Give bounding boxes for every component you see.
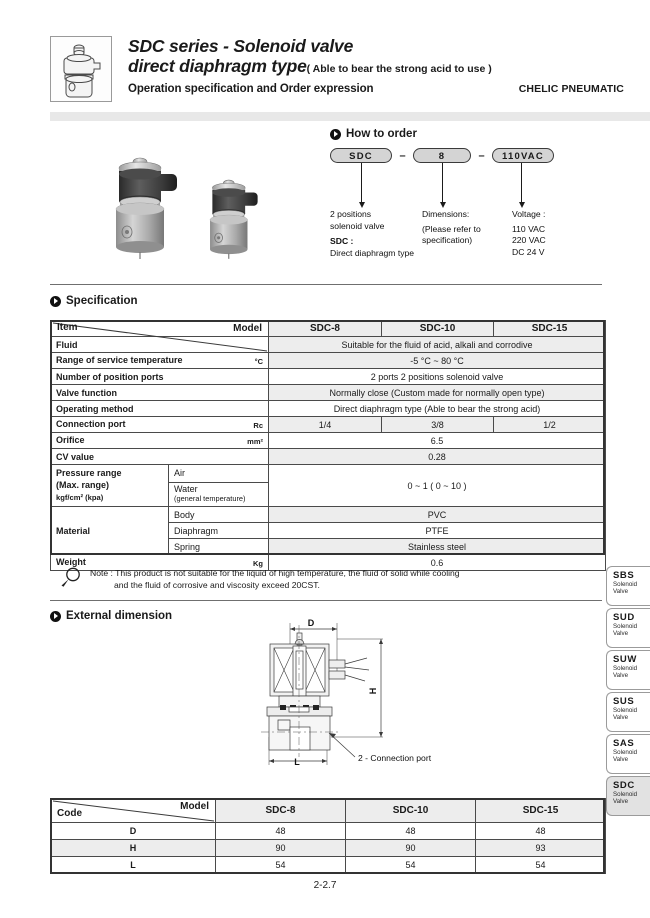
order-pill-size: 8 [413, 148, 471, 163]
pressure-label-l2: (Max. range) [56, 480, 110, 490]
sidebar-item-sus-code: SUS [613, 696, 635, 707]
dim-h-sdc8: 90 [216, 840, 346, 857]
table-row [51, 433, 606, 449]
page-title-line2: direct diaphragm type( Able to bear the strong acid to use ) [128, 56, 492, 76]
pressure-sub-water-l2: (general temperature) [174, 494, 246, 504]
sidebar-item-sdc-sub1: Solenoid [613, 791, 638, 798]
how-to-order-heading: How to order [346, 128, 417, 140]
table-row [51, 823, 606, 840]
table-row [51, 385, 606, 401]
table-row-pressure-air [51, 465, 606, 483]
material-sub-body: Body [169, 507, 269, 523]
note-text [90, 566, 460, 595]
specification-table [50, 320, 606, 571]
row-label-material: Material [51, 507, 169, 555]
material-value-spring: Stainless steel [269, 539, 606, 555]
sidebar-item-sdc-sub2: Valve [613, 798, 629, 806]
row-value-weight: 0.6 [269, 555, 606, 571]
sidebar-item-sud-sub2: Valve [613, 630, 629, 638]
dimension-drawing [245, 615, 465, 795]
dim-corner-code-label: Code [57, 808, 82, 819]
sidebar-item-sud[interactable] [606, 608, 650, 648]
order-desc-series-l2: solenoid valve [330, 220, 385, 231]
row-label-cv-value: CV value [51, 449, 269, 465]
order-stem-3 [521, 163, 522, 203]
sidebar-item-sbs-sub1: Solenoid [613, 581, 638, 588]
row-value-orifice: 6.5 [269, 433, 606, 449]
order-desc-series-l1: 2 positions [330, 209, 372, 219]
page-title-paren: ( Able to bear the strong acid to use ) [306, 63, 492, 75]
dim-d-sdc15: 48 [476, 823, 606, 840]
table-row [51, 353, 606, 369]
pressure-sub-air: Air [169, 465, 269, 483]
row-label-temperature: Range of service temperature °C [51, 353, 269, 369]
dim-corner-model-label: Model [180, 801, 209, 812]
sidebar-item-suw-sub1: Solenoid [613, 665, 638, 672]
order-desc-size-l3: specification) [422, 235, 473, 246]
page-title-line1: SDC series - Solenoid valve [128, 36, 354, 56]
bullet-icon [50, 611, 61, 622]
external-dimension-heading: External dimension [66, 610, 173, 622]
dim-table-header-row [51, 799, 606, 823]
order-desc-voltage-l2: 110 VAC [512, 223, 546, 234]
bullet-icon [330, 129, 341, 140]
model-header-sdc15: SDC-15 [494, 321, 606, 337]
section-specification [50, 295, 138, 307]
pressure-label-l1: Pressure range [56, 468, 122, 478]
dim-d-sdc8: 48 [216, 823, 346, 840]
dim-h-sdc10: 90 [346, 840, 476, 857]
brand-name: CHELIC PNEUMATIC [518, 83, 624, 95]
material-value-diaphragm: PTFE [269, 523, 606, 539]
row-value-connection-port-sdc8: 1/4 [269, 417, 382, 433]
page-header [0, 36, 650, 112]
dim-model-header-sdc15: SDC-15 [476, 799, 606, 823]
sidebar-item-suw[interactable] [606, 650, 650, 690]
row-value-temperature: -5 °C ~ 80 °C [269, 353, 606, 369]
order-pill-series: SDC [330, 148, 392, 163]
pressure-label-l3: kgf/cm² (kpa) [56, 493, 104, 502]
order-desc-voltage-l3: 220 VAC [512, 235, 546, 246]
note-block [60, 566, 600, 595]
row-value-position-ports: 2 ports 2 positions solenoid valve [269, 369, 606, 385]
table-row [51, 417, 606, 433]
section-external-dimension [50, 610, 172, 622]
row-label-position-ports: Number of position ports [51, 369, 269, 385]
order-desc-series-l3: SDC : [330, 236, 354, 247]
order-pill-voltage: 110VAC [492, 148, 554, 163]
dim-l-sdc10: 54 [346, 857, 476, 874]
material-sub-spring: Spring [169, 539, 269, 555]
dim-model-header-sdc8: SDC-8 [216, 799, 346, 823]
order-desc-size-l1: Dimensions: [422, 209, 470, 219]
order-stem-1 [361, 163, 362, 203]
table-row [51, 840, 606, 857]
dim-h-sdc15: 93 [476, 840, 606, 857]
sidebar-item-sus[interactable] [606, 692, 650, 732]
dim-d-sdc10: 48 [346, 823, 476, 840]
row-unit-orifice: mm² [247, 437, 263, 446]
row-label-orifice: Orifice mm² [51, 433, 269, 449]
dim-label-d: D [307, 618, 315, 628]
sidebar-item-sud-code: SUD [613, 612, 635, 623]
row-label-weight: Weight Kg [51, 555, 269, 571]
corner-header-cell [51, 321, 269, 337]
row-label-operating-method: Operating method [51, 401, 269, 417]
order-connector-lines [330, 163, 630, 209]
dim-label-h: H [368, 687, 378, 695]
page-subtitle: Operation specification and Order expression [128, 83, 374, 95]
sidebar-item-sbs[interactable] [606, 566, 650, 606]
model-header-sdc8: SDC-8 [269, 321, 382, 337]
model-header-sdc10: SDC-10 [382, 321, 494, 337]
magnifier-icon [60, 566, 84, 595]
dimension-table [50, 798, 606, 874]
table-row [51, 401, 606, 417]
order-separator-2: – [478, 149, 485, 162]
order-desc-voltage [512, 209, 592, 258]
sidebar-item-suw-code: SUW [613, 654, 637, 665]
product-photo [98, 140, 294, 270]
table-row-material-body [51, 507, 606, 523]
sidebar-item-suw-sub2: Valve [613, 672, 629, 680]
sidebar-item-sus-sub1: Solenoid [613, 707, 638, 714]
corner-model-label: Model [233, 323, 262, 334]
divider-external-dimension [50, 600, 602, 601]
corner-item-label: Item [57, 322, 78, 333]
dim-code-d: D [51, 823, 216, 840]
sidebar-item-sbs-sub2: Valve [613, 588, 629, 596]
solenoid-valve-icon [50, 36, 112, 102]
dim-label-connection-port: 2 - Connection port [358, 753, 432, 763]
row-unit-temperature: °C [254, 357, 263, 366]
table-header-row [51, 321, 606, 337]
sidebar-item-sas-code: SAS [613, 738, 635, 749]
sidebar-item-sas[interactable] [606, 734, 650, 774]
dim-model-header-sdc10: SDC-10 [346, 799, 476, 823]
order-desc-voltage-l4: DC 24 V [512, 246, 545, 257]
sidebar-item-sud-sub1: Solenoid [613, 623, 638, 630]
side-tab-nav [606, 566, 650, 818]
note-line-2: and the fluid of corrosive and viscosity exceed 20CST. [114, 580, 320, 590]
pressure-sub-water-l1: Water [174, 484, 198, 495]
pressure-value: 0 ~ 1 ( 0 ~ 10 ) [269, 465, 606, 507]
order-pill-row [330, 148, 630, 163]
dim-l-sdc8: 54 [216, 857, 346, 874]
row-value-valve-function: Normally close (Custom made for normally open type) [269, 385, 606, 401]
row-label-valve-function: Valve function [51, 385, 269, 401]
order-desc-series [330, 209, 422, 259]
table-row [51, 449, 606, 465]
sidebar-item-sus-sub2: Valve [613, 714, 629, 722]
sidebar-item-sbs-code: SBS [613, 570, 635, 581]
dim-label-l: L [294, 757, 300, 767]
row-value-cv-value: 0.28 [269, 449, 606, 465]
dim-code-l: L [51, 857, 216, 874]
row-label-connection-port: Connection port Rc [51, 417, 269, 433]
dim-corner-header-cell [51, 799, 216, 823]
material-value-body: PVC [269, 507, 606, 523]
note-line-1: Note : This product is not suitable for the liquid of high temperature, the fluid of solid while cooling [90, 568, 460, 578]
order-desc-series-l4: Direct diaphragm type [330, 247, 415, 258]
table-row [51, 369, 606, 385]
header-text-block [128, 36, 628, 95]
pressure-sub-water [169, 482, 269, 506]
row-label-pressure-range [51, 465, 169, 507]
row-unit-weight: Kg [253, 559, 263, 568]
order-desc-voltage-l1: Voltage : [512, 209, 546, 219]
page-number: 2-2.7 [313, 880, 337, 891]
material-sub-diaphragm: Diaphragm [169, 523, 269, 539]
row-unit-connection-port: Rc [253, 421, 263, 430]
specification-heading: Specification [66, 295, 138, 307]
sidebar-item-sas-sub2: Valve [613, 756, 629, 764]
sidebar-item-sdc-code: SDC [613, 780, 635, 791]
order-descriptions [330, 209, 630, 271]
row-value-operating-method: Direct diaphragm type (Able to bear the strong acid) [269, 401, 606, 417]
order-desc-size-l2: (Please refer to [422, 223, 481, 234]
table-row [51, 857, 606, 874]
divider-specification [50, 284, 602, 285]
row-label-fluid: Fluid [51, 337, 269, 353]
order-code-diagram [330, 148, 630, 271]
row-value-connection-port-sdc15: 1/2 [494, 417, 606, 433]
row-value-fluid: Suitable for the fluid of acid, alkali and corrodive [269, 337, 606, 353]
bullet-icon [50, 296, 61, 307]
section-how-to-order [330, 128, 417, 140]
sidebar-item-sdc[interactable] [606, 776, 650, 816]
order-desc-size [422, 209, 510, 247]
sidebar-item-sas-sub1: Solenoid [613, 749, 638, 756]
dim-l-sdc15: 54 [476, 857, 606, 874]
dim-code-h: H [51, 840, 216, 857]
order-separator-1: – [399, 149, 406, 162]
order-stem-2 [442, 163, 443, 203]
row-value-connection-port-sdc10: 3/8 [382, 417, 494, 433]
header-divider-band [50, 112, 650, 121]
